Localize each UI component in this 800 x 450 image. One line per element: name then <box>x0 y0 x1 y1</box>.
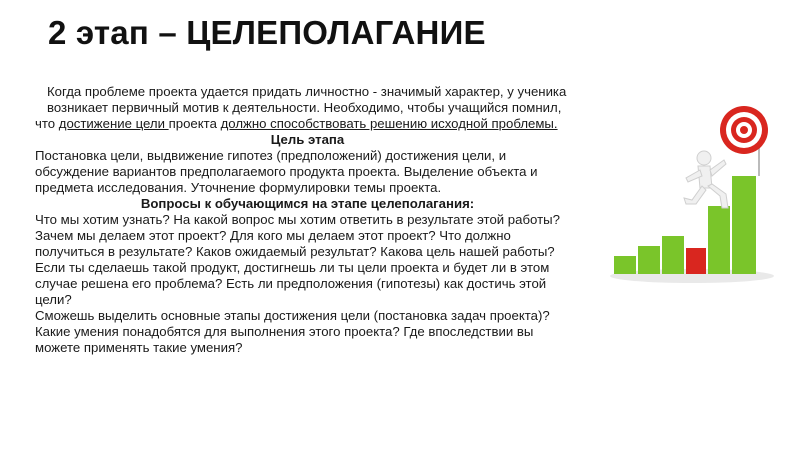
intro-paragraph: Когда проблеме проекта удается придать личностно - значимый характер, у ученика возникает первичный мотив к деятельности. Необходимо, чтобы учащийся помнил, <box>47 84 567 115</box>
slide-body <box>35 84 580 356</box>
goal-heading: Цель этапа <box>270 132 345 147</box>
runner-figure-icon <box>684 151 728 208</box>
bar-6 <box>732 176 756 274</box>
question-group-1: Что мы хотим узнать? На какой вопрос мы хотим ответить в результате этой работы? Зачем мы делаем этот проект? Для кого мы делаем этот проект? Что должно получиться в результате? Каков ожидаемый результат? Какова цель нашей работы? <box>35 212 560 259</box>
question-group-2: Если ты сделаешь такой продукт, достигнешь ли ты цели проекта и будет ли в этом случае решена его проблема? Есть ли предположения (гипотезы) как достичь этой цели? <box>35 260 550 307</box>
intro-prefix: что <box>35 116 59 131</box>
questions-heading: Вопросы к обучающимся на этапе целеполагания: <box>140 196 475 211</box>
bar-2 <box>638 246 660 274</box>
goal-underline: достижение цели <box>58 116 169 131</box>
question-group-3: Сможешь выделить основные этапы достижения цели (постановка задач проекта)? Какие умения понадобятся для выполнения этого проекта? Где впоследствии вы можете применять такие умения? <box>35 308 550 355</box>
page-title: 2 этап – ЦЕЛЕПОЛАГАНИЕ <box>48 14 486 51</box>
bar-1 <box>614 256 636 274</box>
problem-underline: должно способствовать решению исходной проблемы. <box>220 116 558 131</box>
bar-3 <box>662 236 684 274</box>
bar-5 <box>708 206 730 274</box>
bar-red <box>686 248 706 274</box>
target-icon <box>720 106 768 154</box>
intro-middle: проекта <box>168 116 221 131</box>
intro-paragraph-2 <box>35 116 580 132</box>
goal-text: Постановка цели, выдвижение гипотез (предположений) достижения цели, и обсуждение вариантов предполагаемого продукта проекта. Выделение объекта и предмета исследования. Уточнение формулировки темы проекта. <box>35 148 538 195</box>
growth-chart-illustration <box>600 100 780 290</box>
growth-chart-target-runner-icon <box>600 100 780 290</box>
